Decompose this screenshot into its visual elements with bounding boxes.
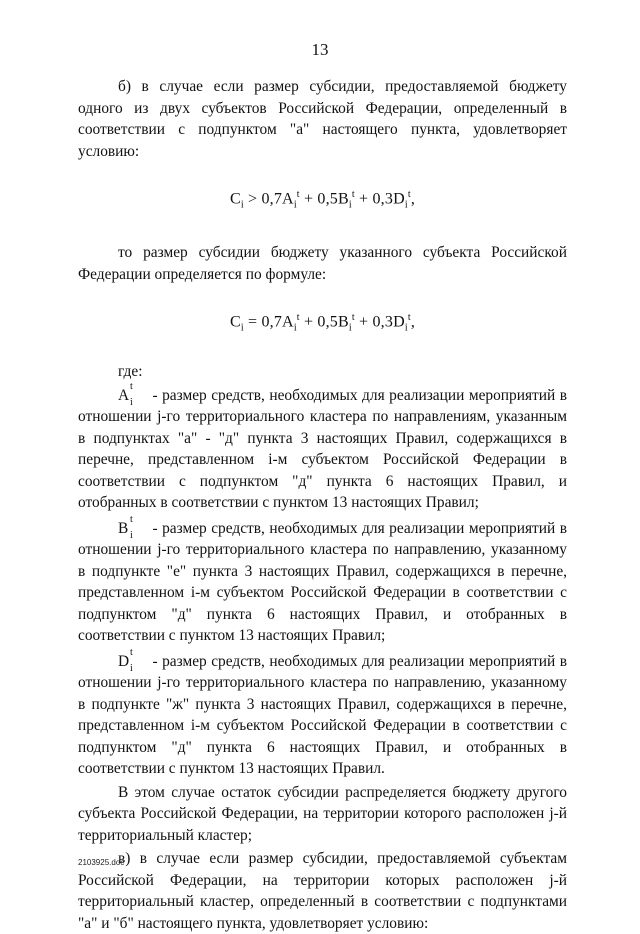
paragraph-then: то размер субсидии бюджету указанного субъекта Российской Федерации определяется по формуле: (78, 244, 567, 283)
document-body (78, 76, 567, 934)
footer-filename: 2103925.doc (78, 858, 125, 867)
formula-result: $C_i = 0,7A_i^t + 0,5B_i^t + 0,3D_i^t$, (229, 312, 416, 334)
definition-a: A t i - размер средств, необходимых для реализации мероприятий в отношении j-го территориального кластера по направлениям, указанным в подпунктах "а" - "д" пункта 3 настоящих Правил, содержащихся в перечне, представленном i-м субъектом Российской Федерации в соответствии с подпунктом "д" пункта 6 настоящих Правил, и отобранных в соответствии с пунктом 13 настоящих Правил; (78, 380, 567, 512)
where-label: где: (118, 363, 143, 381)
paragraph-remainder: В этом случае остаток субсидии распределяется бюджету другого субъекта Российской Федерации, на территории которого расположен j-й территориальный кластер; (78, 783, 567, 844)
page-number: 13 (311, 40, 329, 59)
formula-condition: $C_i > 0,7A_i^t + 0,5B_i^t + 0,3D_i^t$, (229, 189, 416, 211)
symbol-a: A t i (118, 380, 133, 408)
paragraph-b: б) в случае если размер субсидии, предоставляемой бюджету одного из двух субъектов Российской Федерации, определенный в соответствии с подпунктом "а" настоящего пункта, удовлетворяет условию: (78, 78, 567, 160)
paragraph-v: в) в случае если размер субсидии, предоставляемой субъектам Российской Федерации, на территории которых расположен j-й территориальный кластер, определенный в соответствии с подпунктами "а" и "б" настоящего пункта, удовлетворяет условию: (78, 850, 567, 932)
definition-d: D t i - размер средств, необходимых для реализации мероприятий в отношении j-го территориального кластера по направлению, указанному в подпункте "ж" пункта 3 настоящих Правил, содержащихся в перечне, представленном i-м субъектом Российской Федерации в соответствии с подпунктом "д" пункта 6 настоящих Правил, и отобранных в соответствии с пунктом 13 настоящих Правил. (78, 646, 567, 778)
symbol-d: D t i (118, 646, 133, 674)
symbol-b: B t i (118, 513, 133, 541)
definition-b: B t i - размер средств, необходимых для реализации мероприятий в отношении j-го территориального кластера по направлению, указанному в подпункте "е" пункта 3 настоящих Правил, содержащихся в перечне, представленном i-м субъектом Российской Федерации в соответствии с подпунктом "д" пункта 6 настоящих Правил, и отобранных в соответствии с пунктом 13 настоящих Правил; (78, 513, 567, 645)
